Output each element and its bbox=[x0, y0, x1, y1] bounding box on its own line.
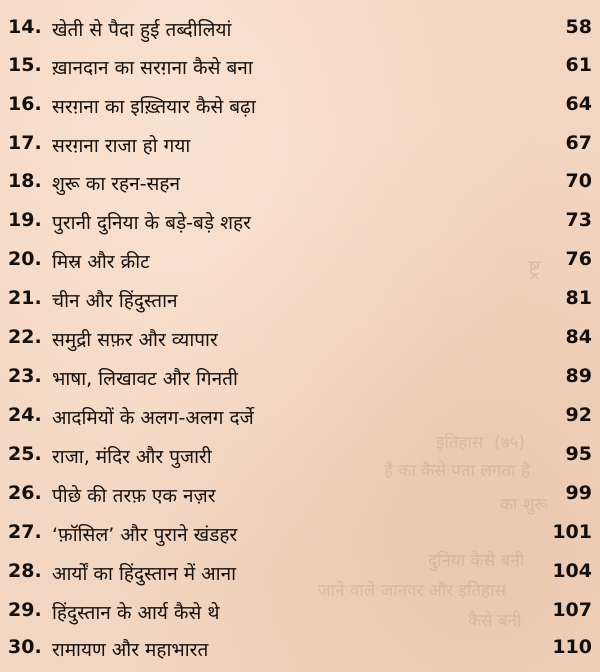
toc-entry[interactable] bbox=[0, 205, 600, 241]
show-through-mark: दुनिया कैसे बनी bbox=[428, 551, 525, 571]
chapter-number: 28. bbox=[8, 560, 42, 582]
chapter-number: 14. bbox=[8, 16, 42, 38]
chapter-number: 15. bbox=[8, 54, 42, 76]
chapter-title: खेती से पैदा हुई तब्दीलियां bbox=[52, 19, 232, 41]
toc-entry[interactable] bbox=[0, 12, 600, 48]
show-through-mark: इतिहास (७५) bbox=[436, 433, 526, 453]
chapter-number: 30. bbox=[8, 636, 42, 658]
chapter-number: 19. bbox=[8, 209, 42, 231]
toc-entry[interactable] bbox=[0, 166, 600, 202]
page-number: 64 bbox=[565, 93, 592, 115]
chapter-title: मिस्र और क्रीट bbox=[52, 251, 150, 273]
chapter-title: सरग़ना का इख़्तियार कैसे बढ़ा bbox=[52, 96, 256, 118]
page-number: 73 bbox=[565, 209, 592, 231]
page-number: 104 bbox=[552, 560, 592, 582]
page-number: 58 bbox=[565, 16, 592, 38]
chapter-number: 17. bbox=[8, 132, 42, 154]
chapter-title: ‘फ़ॉसिल’ और पुराने खंडहर bbox=[52, 524, 238, 546]
toc-entry[interactable] bbox=[0, 556, 600, 592]
show-through-mark: जाने वाले जानवर और इतिहास bbox=[318, 581, 507, 601]
chapter-title: रामायण और महाभारत bbox=[52, 639, 209, 661]
chapter-title: समुद्री सफ़र और व्यापार bbox=[52, 329, 218, 351]
chapter-title: शुरू का रहन-सहन bbox=[52, 173, 181, 195]
toc-entry[interactable] bbox=[0, 400, 600, 436]
chapter-title: हिंदुस्तान के आर्य कैसे थे bbox=[52, 602, 220, 624]
page-number: 110 bbox=[552, 636, 592, 658]
chapter-title: ख़ानदान का सरग़ना कैसे बना bbox=[52, 57, 253, 79]
page-number: 107 bbox=[552, 599, 592, 621]
show-through-mark: कैसे बनी bbox=[468, 611, 522, 631]
chapter-number: 26. bbox=[8, 482, 42, 504]
page-number: 70 bbox=[565, 170, 592, 192]
chapter-number: 23. bbox=[8, 365, 42, 387]
chapter-number: 21. bbox=[8, 287, 42, 309]
chapter-number: 27. bbox=[8, 521, 42, 543]
chapter-number: 16. bbox=[8, 93, 42, 115]
chapter-number: 20. bbox=[8, 248, 42, 270]
page-number: 101 bbox=[552, 521, 592, 543]
chapter-number: 18. bbox=[8, 170, 42, 192]
show-through-mark: ष्ट्र bbox=[528, 256, 541, 281]
toc-entry[interactable] bbox=[0, 322, 600, 358]
show-through-mark: हैं का कैसे पता लगता है bbox=[384, 461, 531, 481]
page-number: 95 bbox=[565, 443, 592, 465]
chapter-title: पीछे की तरफ़ एक नज़र bbox=[52, 485, 216, 507]
toc-entry[interactable] bbox=[0, 50, 600, 86]
page-number: 61 bbox=[565, 54, 592, 76]
chapter-number: 24. bbox=[8, 404, 42, 426]
toc-entry[interactable] bbox=[0, 244, 600, 280]
chapter-title: आदमियों के अलग-अलग दर्जे bbox=[52, 407, 254, 429]
page-number: 92 bbox=[565, 404, 592, 426]
chapter-number: 25. bbox=[8, 443, 42, 465]
toc-entry[interactable] bbox=[0, 89, 600, 125]
page-number: 99 bbox=[565, 482, 592, 504]
toc-entry[interactable] bbox=[0, 517, 600, 553]
chapter-title: भाषा, लिखावट और गिनती bbox=[52, 368, 238, 390]
chapter-title: पुरानी दुनिया के बड़े-बड़े शहर bbox=[52, 212, 251, 234]
show-through-mark: का शुरू bbox=[500, 495, 548, 515]
toc-entry[interactable] bbox=[0, 632, 600, 668]
toc-entry[interactable] bbox=[0, 361, 600, 397]
page-number: 89 bbox=[565, 365, 592, 387]
toc-entry[interactable] bbox=[0, 595, 600, 631]
chapter-title: आर्यों का हिंदुस्तान में आना bbox=[52, 563, 237, 585]
page-number: 84 bbox=[565, 326, 592, 348]
chapter-number: 22. bbox=[8, 326, 42, 348]
toc-entry[interactable] bbox=[0, 283, 600, 319]
page-number: 76 bbox=[565, 248, 592, 270]
toc-entry[interactable] bbox=[0, 439, 600, 475]
page-number: 67 bbox=[565, 132, 592, 154]
toc-entry[interactable] bbox=[0, 478, 600, 514]
chapter-title: सरग़ना राजा हो गया bbox=[52, 135, 191, 157]
chapter-number: 29. bbox=[8, 599, 42, 621]
chapter-title: राजा, मंदिर और पुजारी bbox=[52, 446, 212, 468]
page-number: 81 bbox=[565, 287, 592, 309]
toc-entry[interactable] bbox=[0, 128, 600, 164]
chapter-title: चीन और हिंदुस्तान bbox=[52, 290, 178, 312]
